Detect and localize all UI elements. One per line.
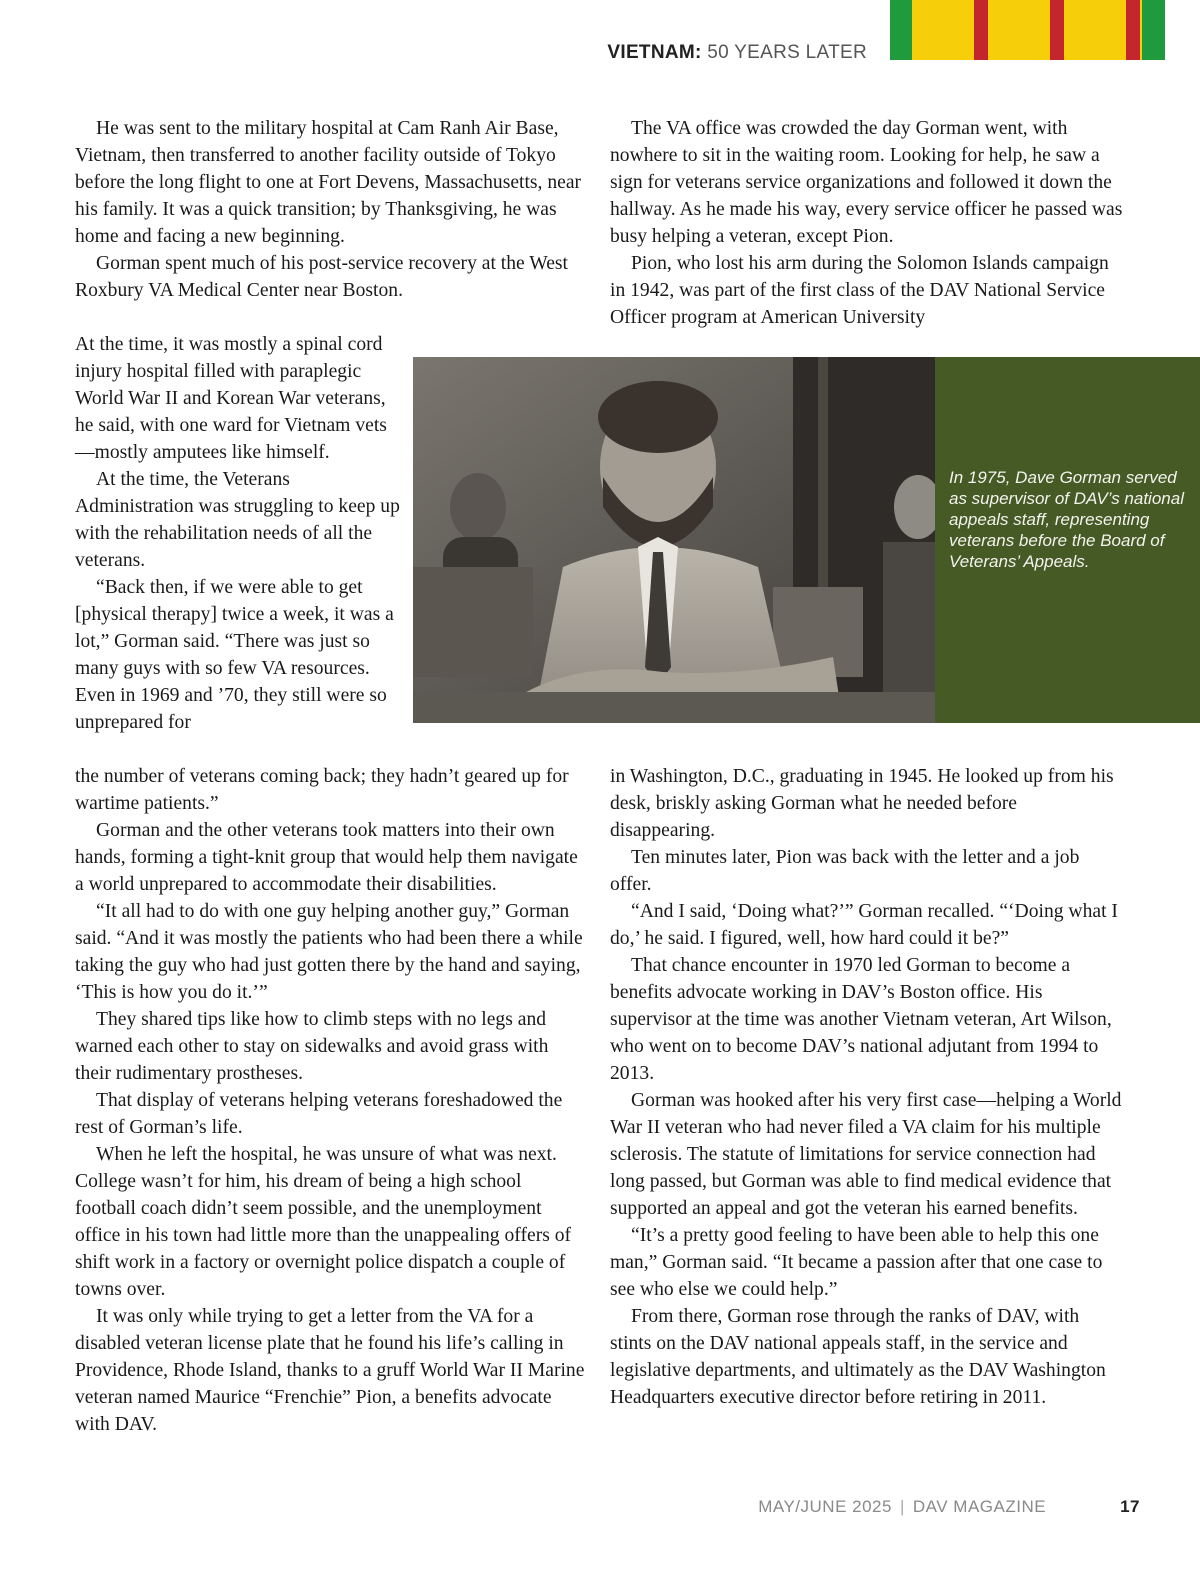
body-paragraph: “It’s a pretty good feeling to have been able to help this one man,” Gorman said. “It became a passion after that one case to see who else we could help.”	[610, 1225, 1103, 1300]
left-column-wrap	[75, 331, 405, 736]
body-paragraph: They shared tips like how to climb steps with no legs and warned each other to stay on sidewalks and avoid grass with their rudimentary prostheses.	[75, 1009, 549, 1084]
left-column-bottom	[75, 763, 585, 1438]
ribbon-stripe	[974, 0, 988, 60]
page-number: 17	[1120, 1497, 1140, 1516]
body-paragraph: At the time, it was mostly a spinal cord injury hospital filled with paraplegic World War II and Korean War veterans, he said, with one ward for Vietnam vets—mostly amputees like himself.	[75, 334, 387, 463]
service-ribbon	[890, 0, 1165, 60]
body-paragraph: in Washington, D.C., graduating in 1945. He looked up from his desk, briskly asking Gorman what he needed before disappearing.	[610, 766, 1114, 841]
right-column-bottom	[610, 763, 1125, 1411]
section-header	[607, 42, 867, 64]
section-header-bold: VIETNAM:	[607, 42, 702, 63]
right-column-top	[610, 115, 1125, 331]
body-paragraph: “It all had to do with one guy helping another guy,” Gorman said. “And it was mostly the patients who had been there a while taking the guy who had just gotten there by the hand and saying, ‘This is how you do it.’”	[75, 901, 583, 1003]
body-paragraph: At the time, the Veterans Administration was struggling to keep up with the rehabilitation needs of all the veterans.	[75, 469, 400, 571]
body-paragraph: Ten minutes later, Pion was back with the letter and a job offer.	[610, 847, 1080, 895]
body-paragraph: When he left the hospital, he was unsure of what was next. College wasn’t for him, his dream of being a high school football coach didn’t seem possible, and the unemployment office in his town had little more than the unappealing offers of shift work in a factory or overnight police dispatch a couple of towns over.	[75, 1144, 572, 1300]
ribbon-stripe	[988, 0, 1050, 60]
body-paragraph: Pion, who lost his arm during the Solomon Islands campaign in 1942, was part of the first class of the DAV National Service Officer program at American University	[610, 253, 1109, 328]
body-paragraph: Gorman and the other veterans took matters into their own hands, forming a tight-knit group that would help them navigate a world unprepared to accommodate their disabilities.	[75, 820, 578, 895]
body-paragraph: The VA office was crowded the day Gorman went, with nowhere to sit in the waiting room. Looking for help, he saw a sign for veterans service organizations and followed it down the hallway. As he made his way, every service officer he passed was busy helping a veteran, except Pion.	[610, 118, 1123, 247]
photo-caption-panel	[935, 357, 1200, 723]
body-paragraph: “Back then, if we were able to get [physical therapy] twice a week, it was a lot,” Gorman said. “There was just so many guys with so few VA resources. Even in 1969 and ’70, they still were so unprepared for	[75, 577, 394, 733]
ribbon-stripe	[1064, 0, 1126, 60]
page-footer	[758, 1497, 1140, 1517]
body-paragraph: He was sent to the military hospital at Cam Ranh Air Base, Vietnam, then transferred to another facility outside of Tokyo before the long flight to one at Fort Devens, Massachusetts, near his family. It was a quick transition; by Thanksgiving, he was home and facing a new beginning.	[75, 118, 582, 247]
section-header-rest: 50 YEARS LATER	[701, 42, 867, 63]
ribbon-stripe	[1142, 0, 1165, 60]
body-paragraph: “And I said, ‘Doing what?’” Gorman recalled. “‘Doing what I do,’ he said. I figured, well, how hard could it be?”	[610, 901, 1118, 949]
footer-separator: |	[899, 1497, 905, 1516]
body-paragraph: the number of veterans coming back; they hadn’t geared up for wartime patients.”	[75, 766, 569, 814]
body-paragraph: Gorman spent much of his post-service recovery at the West Roxbury VA Medical Center near Boston.	[75, 253, 568, 301]
ribbon-stripe	[1050, 0, 1064, 60]
ribbon-stripe	[912, 0, 974, 60]
body-paragraph: That chance encounter in 1970 led Gorman to become a benefits advocate working in DAV’s Boston office. His supervisor at the time was another Vietnam veteran, Art Wilson, who went on to become DAV’s national adjutant from 1994 to 2013.	[610, 955, 1112, 1084]
body-paragraph: That display of veterans helping veterans foreshadowed the rest of Gorman’s life.	[75, 1090, 563, 1138]
body-paragraph: It was only while trying to get a letter from the VA for a disabled veteran license plate that he found his life’s calling in Providence, Rhode Island, thanks to a gruff World War II Marine veteran named Maurice “Frenchie” Pion, a benefits advocate with DAV.	[75, 1306, 585, 1435]
ribbon-stripe	[1126, 0, 1140, 60]
photo-caption: In 1975, Dave Gorman served as supervisor of DAV’s national appeals staff, representing veterans before the Board of Veterans’ Appeals.	[949, 468, 1184, 571]
ribbon-stripe	[890, 0, 912, 60]
photo-illustration	[413, 357, 935, 723]
issue-date: MAY/JUNE 2025	[758, 1497, 892, 1516]
body-paragraph: From there, Gorman rose through the ranks of DAV, with stints on the DAV national appeals staff, in the service and legislative departments, and ultimately as the DAV Washington Headquarters executive director before retiring in 2011.	[610, 1306, 1106, 1408]
magazine-name: DAV MAGAZINE	[912, 1497, 1047, 1516]
archival-photo	[413, 357, 935, 723]
left-column-top	[75, 115, 585, 304]
body-paragraph: Gorman was hooked after his very first case—helping a World War II veteran who had never filed a VA claim for his multiple sclerosis. The statute of limitations for service connection had long passed, but Gorman was able to find medical evidence that supported an appeal and got the veteran his earned benefits.	[610, 1090, 1122, 1219]
